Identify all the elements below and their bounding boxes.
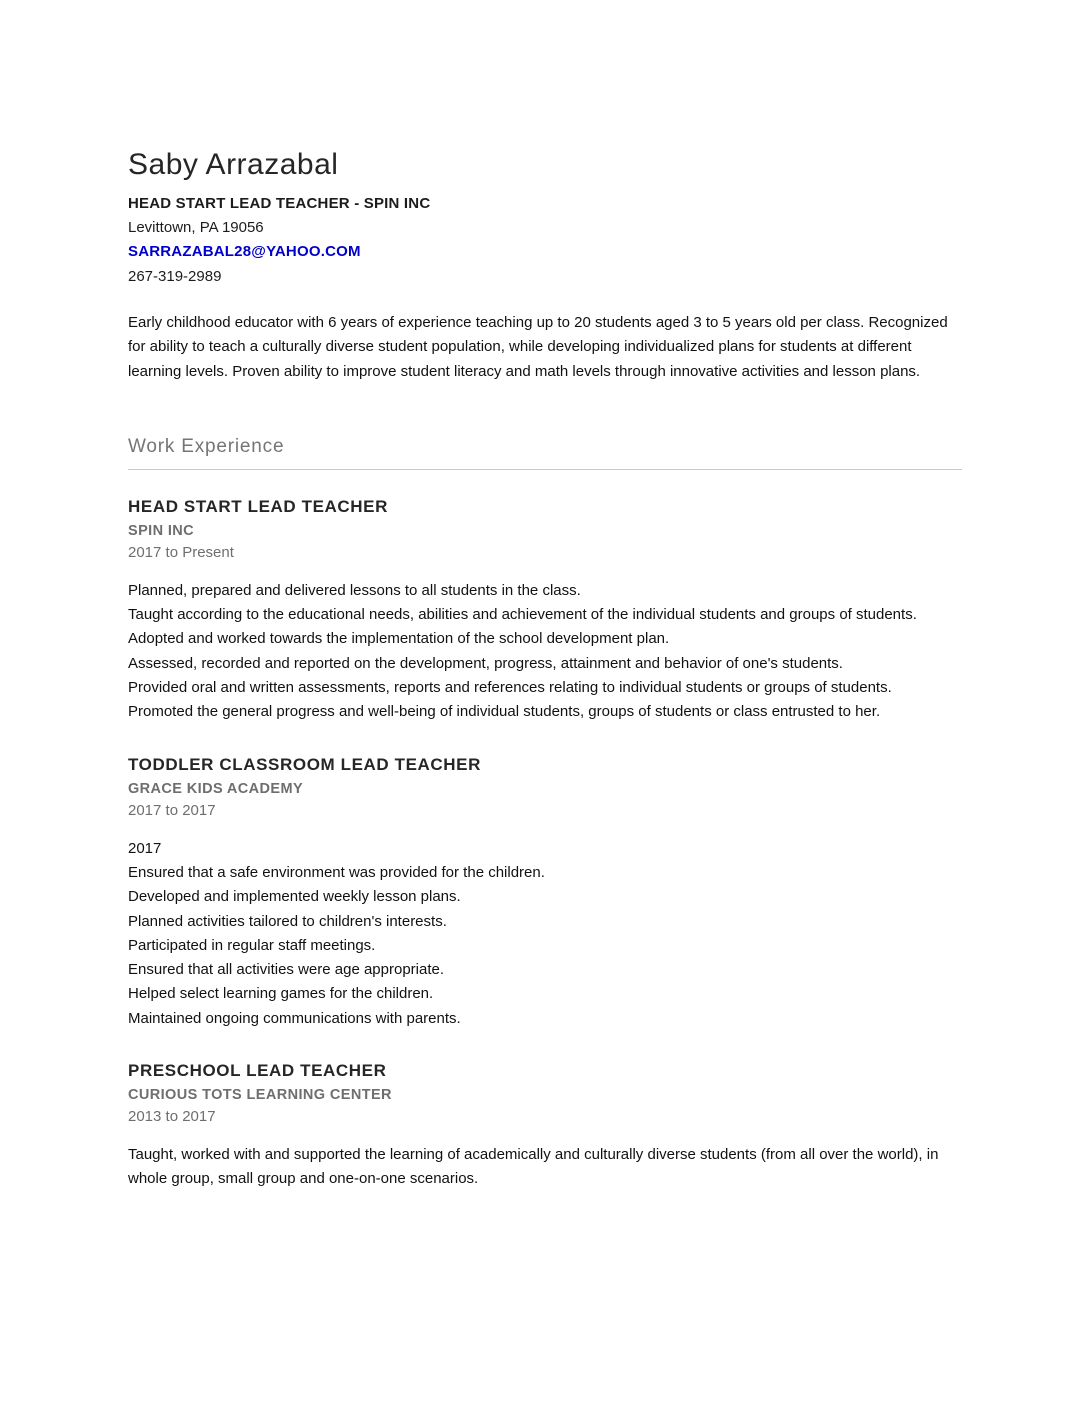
- job-duty-line: Taught, worked with and supported the learning of academically and culturally diverse students (from all over the world), in whole group, small group and one-on-one scenarios.: [128, 1146, 939, 1188]
- job-dates: 2017 to Present: [128, 543, 234, 561]
- resume-content: [128, 0, 962, 1192]
- job-description: [128, 1143, 962, 1192]
- job-duty-line: Planned activities tailored to children's interests.: [128, 912, 447, 930]
- job-title: TODDLER CLASSROOM LEAD TEACHER: [128, 754, 481, 774]
- job-entry: [128, 497, 962, 725]
- job-duty-line: Maintained ongoing communications with parents.: [128, 1009, 461, 1027]
- job-dates: 2013 to 2017: [128, 1108, 216, 1126]
- job-description: [128, 579, 962, 725]
- job-title: PRESCHOOL LEAD TEACHER: [128, 1061, 387, 1081]
- job-duty-line: Helped select learning games for the children.: [128, 985, 434, 1003]
- job-duty-line: Ensured that a safe environment was provided for the children.: [128, 863, 545, 881]
- candidate-email-link[interactable]: SARRAZABAL28@YAHOO.COM: [128, 243, 361, 260]
- job-description: [128, 837, 962, 1031]
- job-entry: [128, 1061, 962, 1192]
- candidate-location: Levittown, PA 19056: [128, 219, 264, 236]
- section-divider: [128, 469, 962, 470]
- candidate-name: Saby Arrazabal: [128, 148, 339, 181]
- job-duty-line: Assessed, recorded and reported on the development, progress, attainment and behavior of one's students.: [128, 654, 843, 672]
- job-dates: 2017 to 2017: [128, 801, 216, 819]
- job-duty-line: Taught according to the educational needs, abilities and achievement of the individual students and groups of students.: [128, 606, 917, 624]
- section-title-work-experience: Work Experience: [128, 435, 285, 457]
- job-duty-line: Provided oral and written assessments, reports and references relating to individual students or groups of students.: [128, 679, 892, 697]
- job-duty-line: Developed and implemented weekly lesson plans.: [128, 888, 461, 906]
- resume-header: [128, 148, 962, 285]
- job-duty-line: Participated in regular staff meetings.: [128, 936, 376, 954]
- job-duty-line: Promoted the general progress and well-being of individual students, groups of students or class entrusted to her.: [128, 703, 881, 721]
- job-title: HEAD START LEAD TEACHER: [128, 496, 388, 516]
- job-duty-line: Planned, prepared and delivered lessons to all students in the class.: [128, 581, 581, 599]
- job-duty-line: Adopted and worked towards the implementation of the school development plan.: [128, 630, 670, 648]
- job-duty-line: 2017: [128, 839, 162, 857]
- job-duty-line: Ensured that all activities were age appropriate.: [128, 961, 445, 979]
- job-company: CURIOUS TOTS LEARNING CENTER: [128, 1087, 392, 1104]
- candidate-phone: 267-319-2989: [128, 268, 222, 285]
- job-company: GRACE KIDS ACADEMY: [128, 780, 304, 797]
- candidate-headline: HEAD START LEAD TEACHER - SPIN INC: [128, 195, 431, 212]
- job-company: SPIN INC: [128, 522, 195, 539]
- work-experience-section: [128, 436, 962, 1192]
- job-entry: [128, 755, 962, 1031]
- summary-paragraph: Early childhood educator with 6 years of experience teaching up to 20 students aged 3 to 5 years old per class. Recognized for ability to teach a culturally diverse student population, while developing individualized plans for students at different learning levels. Proven ability to improve student literacy and math levels through innovative activities and lesson plans.: [128, 314, 948, 380]
